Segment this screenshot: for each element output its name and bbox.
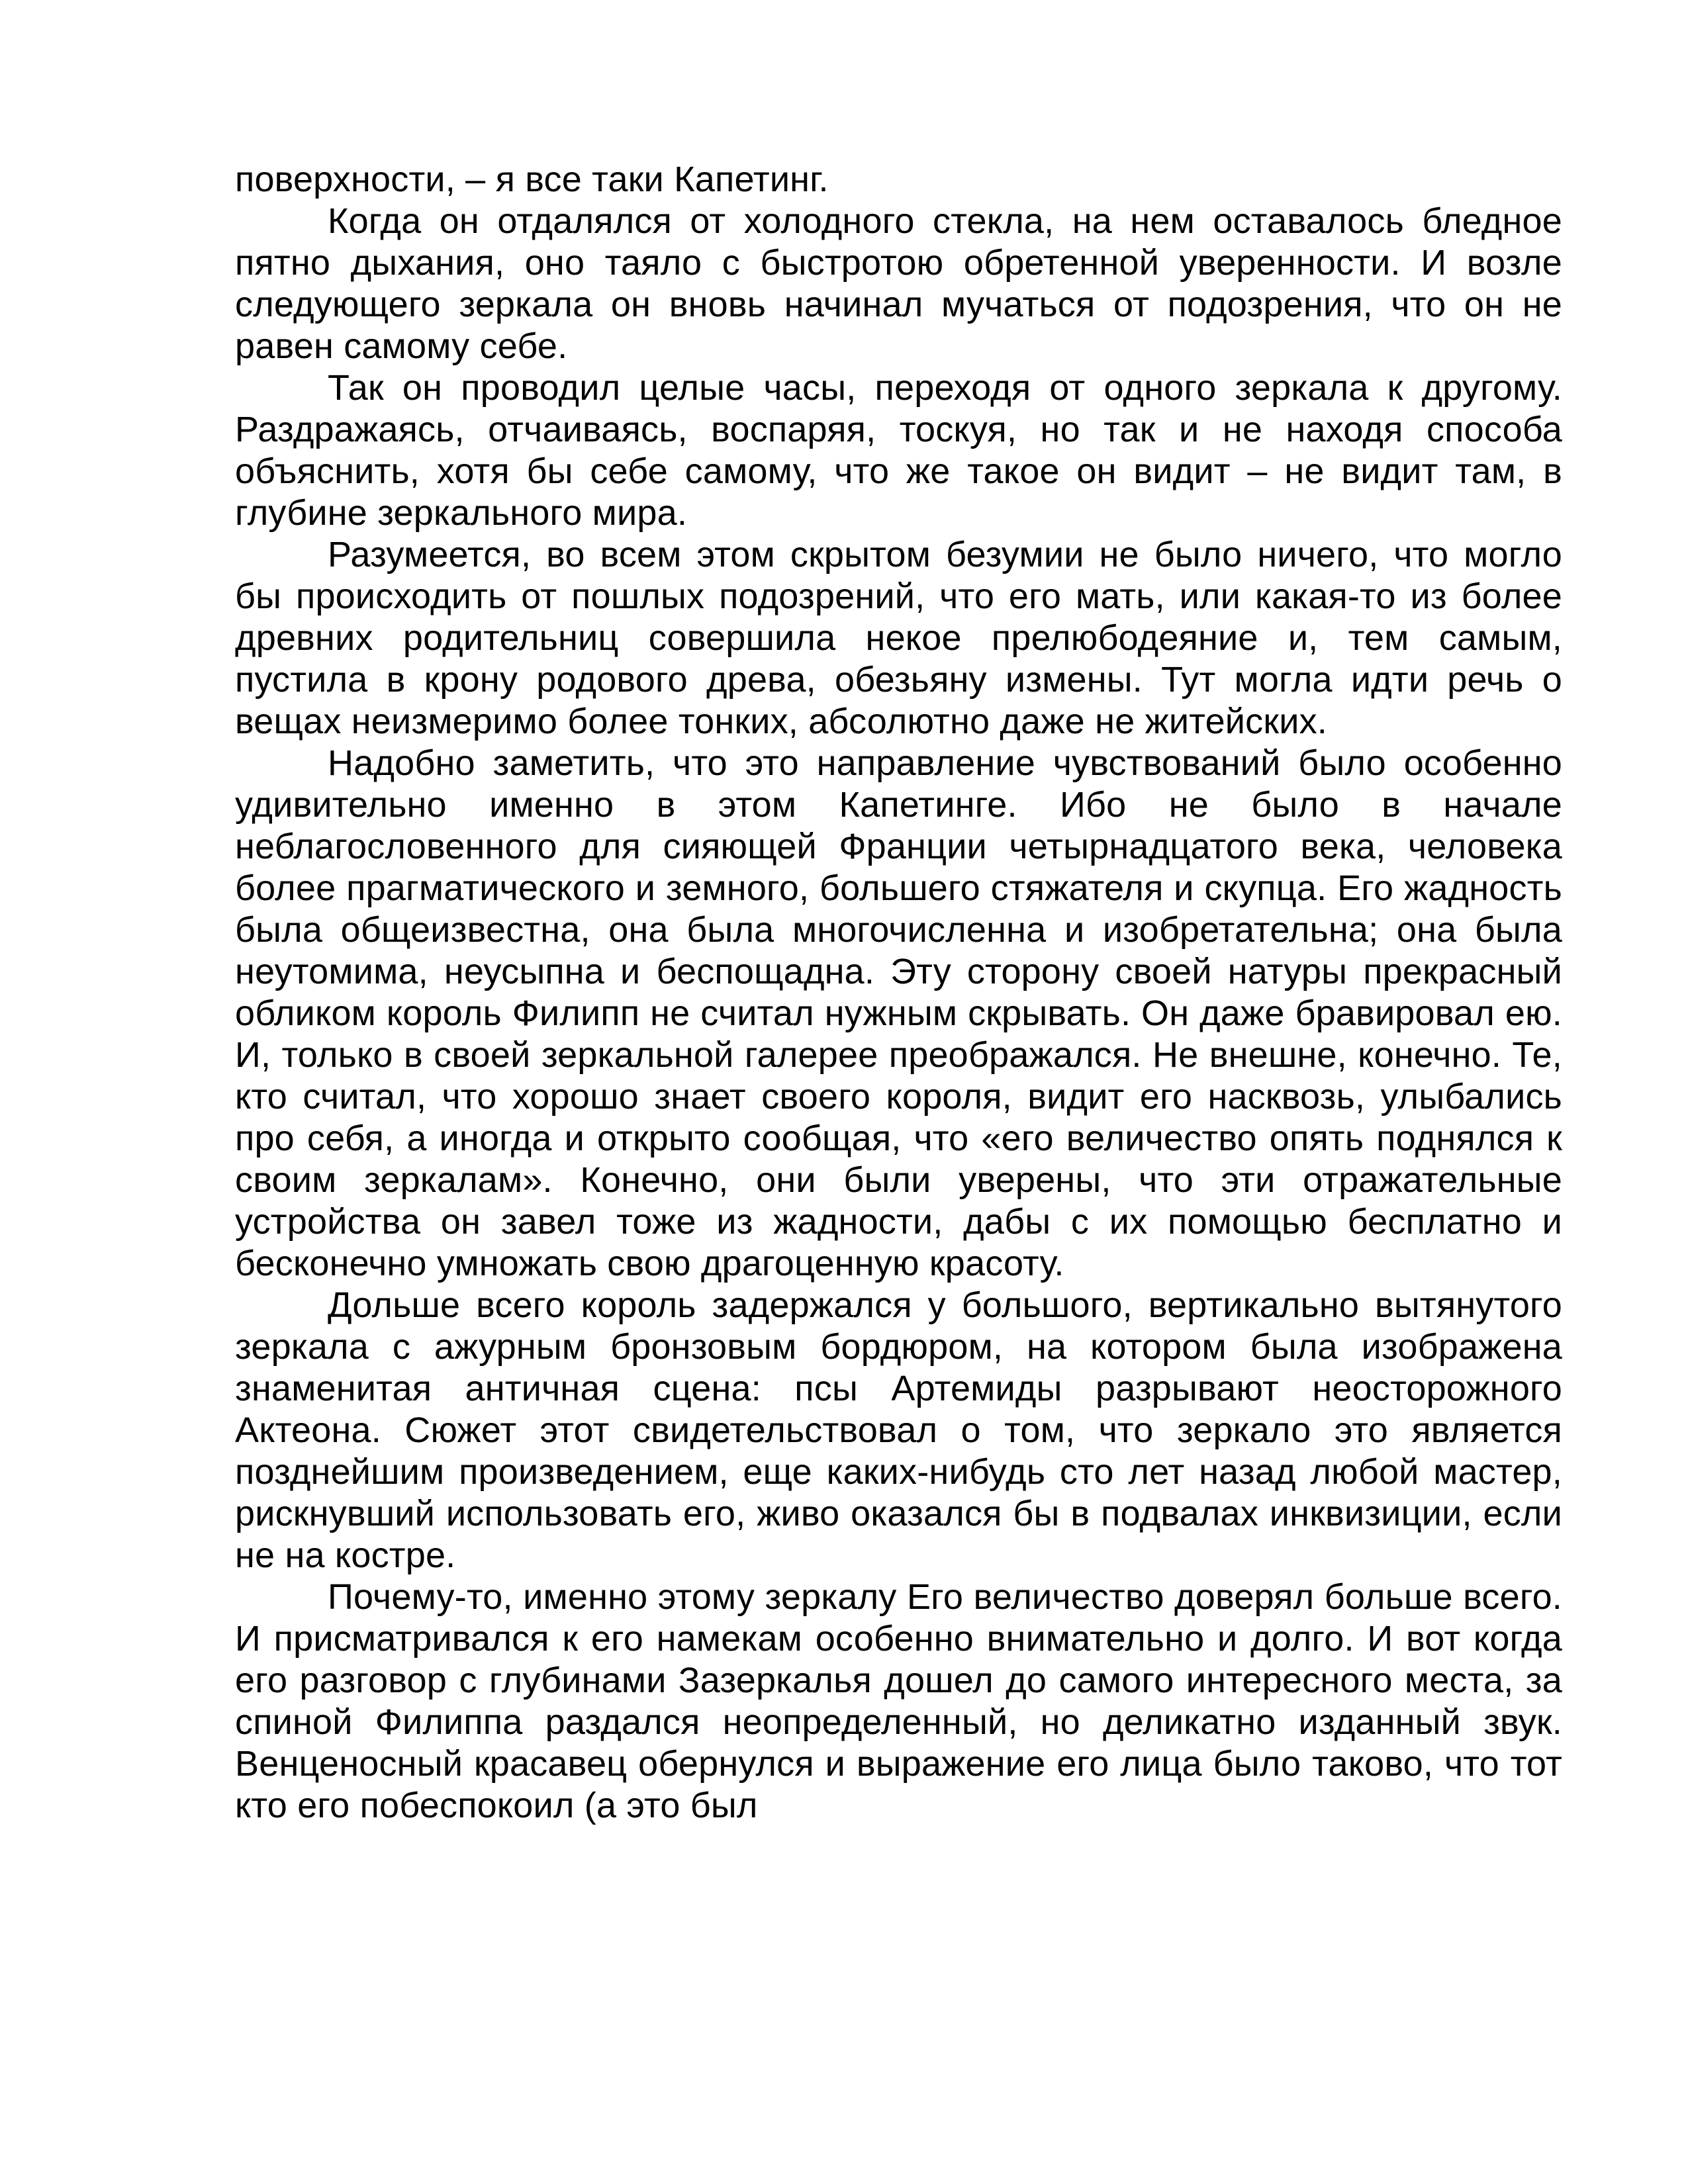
page-text-block — [235, 159, 1562, 1827]
paragraph: Когда он отдалялся от холодного стекла, на нем оставалось бледное пятно дыхания, оно таяло с быстротою обретенной уверенности. И возле следующего зеркала он вновь начинал мучаться от подозрения, что он не равен самому себе. — [235, 201, 1562, 366]
paragraph: Так он проводил целые часы, переходя от одного зеркала к другому. Раздражаясь, отчаиваясь, воспаряя, тоскуя, но так и не находя способа объяснить, хотя бы себе самому, что же такое он видит – не видит там, в глубине зеркального мира. — [235, 368, 1562, 533]
paragraph: Дольше всего король задержался у большого, вертикально вытянутого зеркала с ажурным бронзовым бордюром, на котором была изображена знаменитая античная сцена: псы Артемиды разрывают неосторожного Актеона. Сюжет этот свидетельствовал о том, что зеркало это является позднейшим произведением, еще каких-нибудь сто лет назад любой мастер, рискнувший использовать его, живо оказался бы в подвалах инквизиции, если не на костре. — [235, 1285, 1562, 1575]
paragraph: поверхности, – я все таки Капетинг. — [235, 159, 829, 199]
paragraph: Почему-то, именно этому зеркалу Его величество доверял больше всего. И присматривался к его намекам особенно внимательно и долго. И вот когда его разговор с глубинами Зазеркалья дошел до самого интересного места, за спиной Филиппа раздался неопределенный, но деликатно изданный звук. Венценосный красавец обернулся и выражение его лица было таково, что тот кто его побеспокоил (а это был — [235, 1577, 1562, 1825]
paragraph: Разумеется, во всем этом скрытом безумии не было ничего, что могло бы происходить от пошлых подозрений, что его мать, или какая-то из более древних родительниц совершила некое прелюбодеяние и, тем самым, пустила в крону родового древа, обезьяну измены. Тут могла идти речь о вещах неизмеримо более тонких, абсолютно даже не житейских. — [235, 535, 1562, 741]
paragraph: Надобно заметить, что это направление чувствований было особенно удивительно именно в этом Капетинге. Ибо не было в начале неблагословенного для сияющей Франции четырнадцатого века, человека более прагматического и земного, большего стяжателя и скупца. Его жадность была общеизвестна, она была многочисленна и изобретательна; она была неутомима, неусыпна и беспощадна. Эту сторону своей натуры прекрасный обликом король Филипп не считал нужным скрывать. Он даже бравировал ею. И, только в своей зеркальной галерее преображался. Не внешне, конечно. Те, кто считал, что хорошо знает своего короля, видит его насквозь, улыбались про себя, а иногда и открыто сообщая, что «его величество опять поднялся к своим зеркалам». Конечно, они были уверены, что эти отражательные устройства он завел тоже из жадности, дабы с их помощью бесплатно и бесконечно умножать свою драгоценную красоту. — [235, 743, 1562, 1283]
